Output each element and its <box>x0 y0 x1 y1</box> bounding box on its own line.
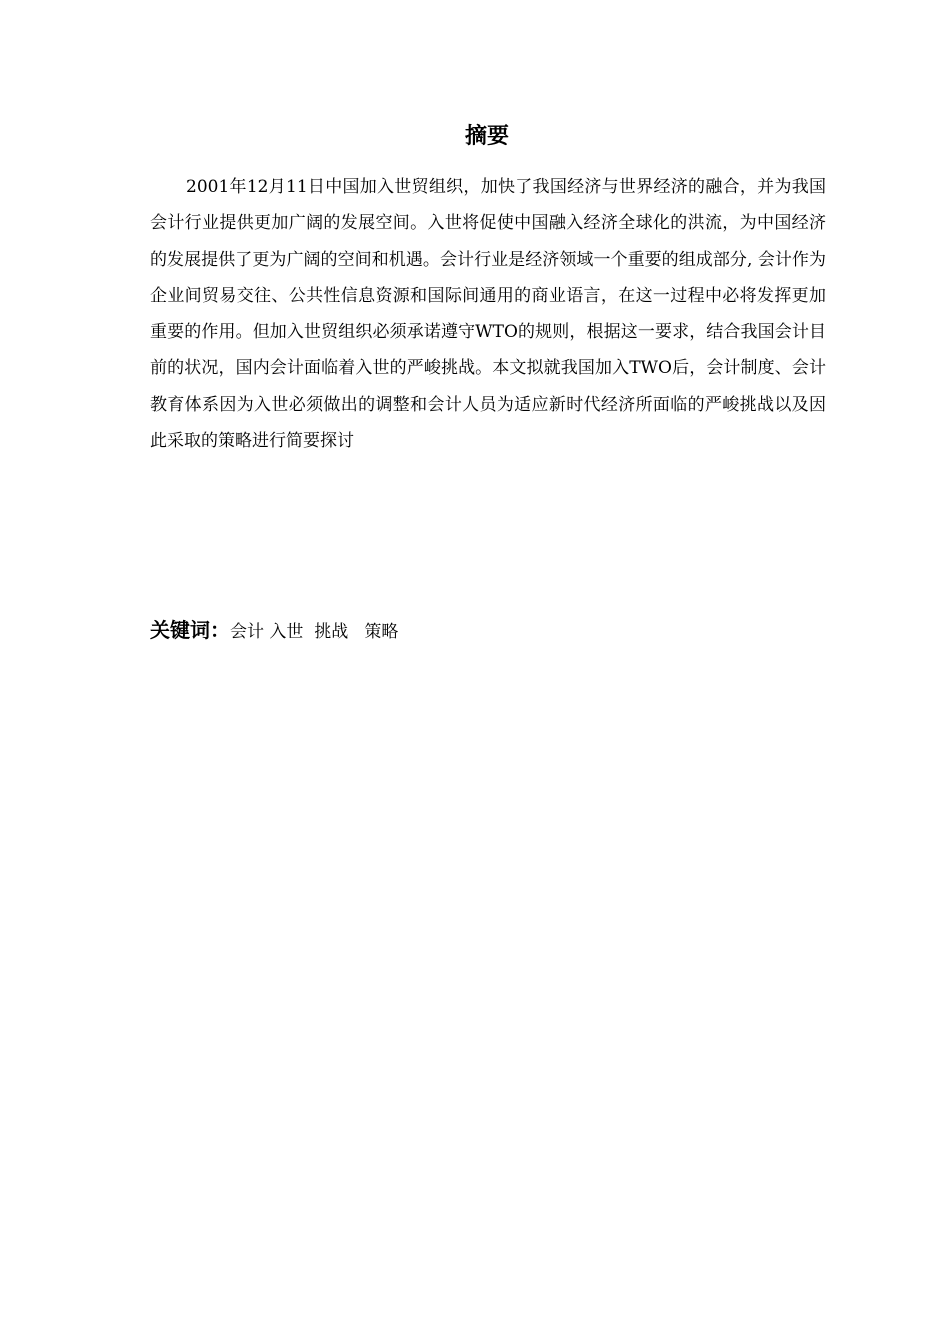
keywords-label: 关键词： <box>150 618 230 642</box>
abstract-title: 摘要 <box>464 124 509 149</box>
keywords-line <box>150 614 826 648</box>
abstract-paragraph: 2001年12月11日中国加入世贸组织，加快了我国经济与世界经济的融合，并为我国会计行业提供更加广阔的发展空间。入世将促使中国融入经济全球化的洪流，为中国经济的发展提供了更为广阔的空间和机遇。会计行业是经济领域一个重要的组成部分, 会计作为企业间贸易交往、公共性信息资源和国际间通用的商业语言，在这一过程中必将发挥更加重要的作用。但加入世贸组织必须承诺遵守WTO的规则，根据这一要求，结合我国会计目前的状况，国内会计面临着入世的严峻挑战。本文拟就我国加入TWO后，会计制度、会计教育体系因为入世必须做出的调整和会计人员为适应新时代经济所面临的严峻挑战以及因此采取的策略进行简要探讨 <box>150 177 826 452</box>
keywords-values: 会计 入世 挑战 策略 <box>230 622 399 642</box>
